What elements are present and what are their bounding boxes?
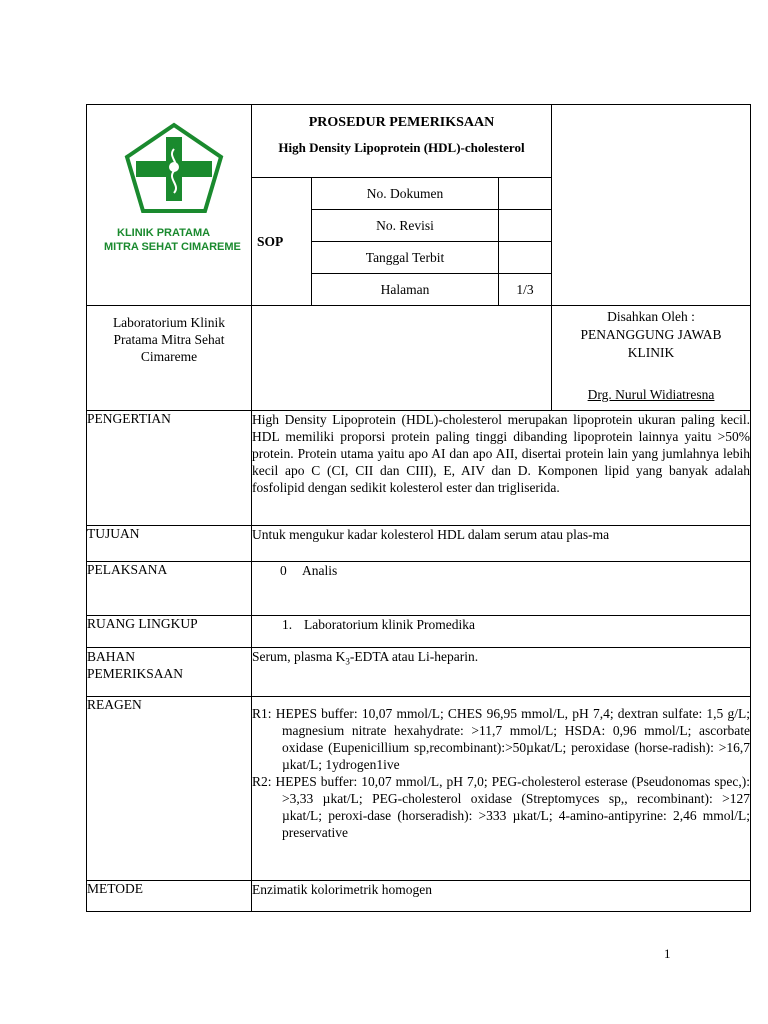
tujuan-label: TUJUAN bbox=[87, 526, 140, 541]
row-label bbox=[87, 648, 252, 697]
row-label bbox=[87, 881, 252, 912]
blank-header-cell bbox=[552, 105, 751, 306]
field-label-cell bbox=[312, 210, 499, 242]
field-label-cell bbox=[312, 242, 499, 274]
ruang-lingkup-label: RUANG LINGKUP bbox=[87, 616, 198, 631]
pelaksana-label: PELAKSANA bbox=[87, 562, 168, 577]
list-marker: 0 bbox=[280, 563, 287, 578]
list-marker: 1. bbox=[282, 617, 293, 632]
row-label bbox=[87, 616, 252, 648]
ruang-lingkup-text: Laboratorium klinik Promedika bbox=[304, 617, 475, 632]
document-title: PROSEDUR PEMERIKSAAN bbox=[308, 115, 495, 130]
row-label bbox=[87, 562, 252, 616]
field-value-cell bbox=[499, 178, 552, 210]
logo-text-line2: MITRA SEHAT CIMAREME bbox=[104, 241, 241, 253]
row-label bbox=[87, 526, 252, 562]
reagen-r2: R2: HEPES buffer: 10,07 mmol/L, pH 7,0; PEG-cholesterol esterase (Pseudonomas spec,): >3,33 µkat/L; PEG-cholesterol oxidase (Streptomyces sp,, recombinant): >127 µkat/L; peroxi-dase (horseradish): >333 µkat/L; 4-amino-antipyrine: 2,46 mmol/L; preservative bbox=[252, 774, 751, 840]
bahan-label-line2: PEMERIKSAAN bbox=[87, 666, 184, 681]
unit-name: Laboratorium Klinik Pratama Mitra Sehat Cimareme bbox=[112, 315, 226, 364]
reagen-r1: R1: HEPES buffer: 10,07 mmol/L; CHES 96,95 mmol/L, pH 7,4; dextran sulfate: 1,5 g/L; magnesium nitrate hexahydrate: >11,7 mmol/L; HSDA: 0,96 mmol/L; ascorbate oxidase (Eupenicillium sp,recombinant):>50µkat/L; peroxidase (horse-radish): >16,7 µkat/L; 1ydrogen1ive bbox=[252, 706, 751, 772]
pengertian-label: PENGERTIAN bbox=[87, 411, 171, 426]
approval-label: Disahkan Oleh : bbox=[607, 309, 695, 324]
field-value-cell bbox=[499, 274, 552, 306]
logo-text-line1: KLINIK PRATAMA bbox=[117, 227, 211, 239]
unit-cell bbox=[87, 306, 252, 411]
reagen-label: REAGEN bbox=[87, 697, 142, 712]
field-label-cell bbox=[312, 178, 499, 210]
field-label: Halaman bbox=[380, 281, 430, 297]
sop-label: SOP bbox=[257, 233, 284, 249]
field-value-cell bbox=[499, 210, 552, 242]
tujuan-text: Untuk mengukur kadar kolesterol HDL dalam serum atau plas-ma bbox=[252, 526, 751, 562]
row-label bbox=[87, 697, 252, 881]
metode-label: METODE bbox=[87, 881, 143, 896]
logo-cell bbox=[87, 105, 252, 306]
sop-cell bbox=[252, 178, 312, 306]
field-label: No. Revisi bbox=[376, 217, 434, 233]
bahan-text-end: -EDTA atau Li-heparin. bbox=[349, 649, 479, 664]
bahan-text-start: Serum, plasma K bbox=[252, 649, 346, 664]
page-number: 1 bbox=[664, 946, 671, 961]
title-cell bbox=[252, 105, 552, 178]
row-label bbox=[87, 411, 252, 526]
ruang-lingkup-cell bbox=[252, 616, 751, 648]
pelaksana-text: Analis bbox=[302, 563, 338, 578]
pengertian-text: High Density Lipoprotein (HDL)-cholesterol merupakan lipoprotein ukuran paling kecil. HDL memiliki proporsi protein paling tinggi dibanding lipoprotein lainnya yaitu >50% protein. Protein utama yaitu apo AI dan apo AII, disertai protein lain yang jumlahnya lebih kecil apo C (CI, CII dan CIII), E, AIV dan D. Komponen lipid yang banyak adalah fosfolipid dengan sedikit kolesterol ester dan trigliserida. bbox=[252, 411, 751, 526]
sop-document-table bbox=[86, 104, 751, 912]
bahan-cell bbox=[252, 648, 751, 697]
metode-text: Enzimatik kolorimetrik homogen bbox=[252, 881, 751, 912]
page-of-total: 1/3 bbox=[516, 281, 534, 297]
approver-name: Drg. Nurul Widiatresna bbox=[587, 387, 715, 402]
field-value-cell bbox=[499, 242, 552, 274]
field-label: Tanggal Terbit bbox=[365, 249, 445, 265]
approval-role: PENANGGUNG JAWAB KLINIK bbox=[580, 327, 722, 360]
bahan-subscript: 3 bbox=[345, 656, 350, 667]
document-subtitle: High Density Lipoprotein (HDL)-cholesterol bbox=[278, 140, 525, 155]
clinic-logo bbox=[119, 119, 229, 219]
blank-unit-cell bbox=[252, 306, 552, 411]
field-label-cell bbox=[312, 274, 499, 306]
bahan-label-line1: BAHAN bbox=[87, 649, 136, 664]
reagen-cell bbox=[252, 697, 751, 881]
pelaksana-cell bbox=[252, 562, 751, 616]
field-label: No. Dokumen bbox=[366, 185, 444, 201]
approval-cell bbox=[552, 306, 751, 411]
